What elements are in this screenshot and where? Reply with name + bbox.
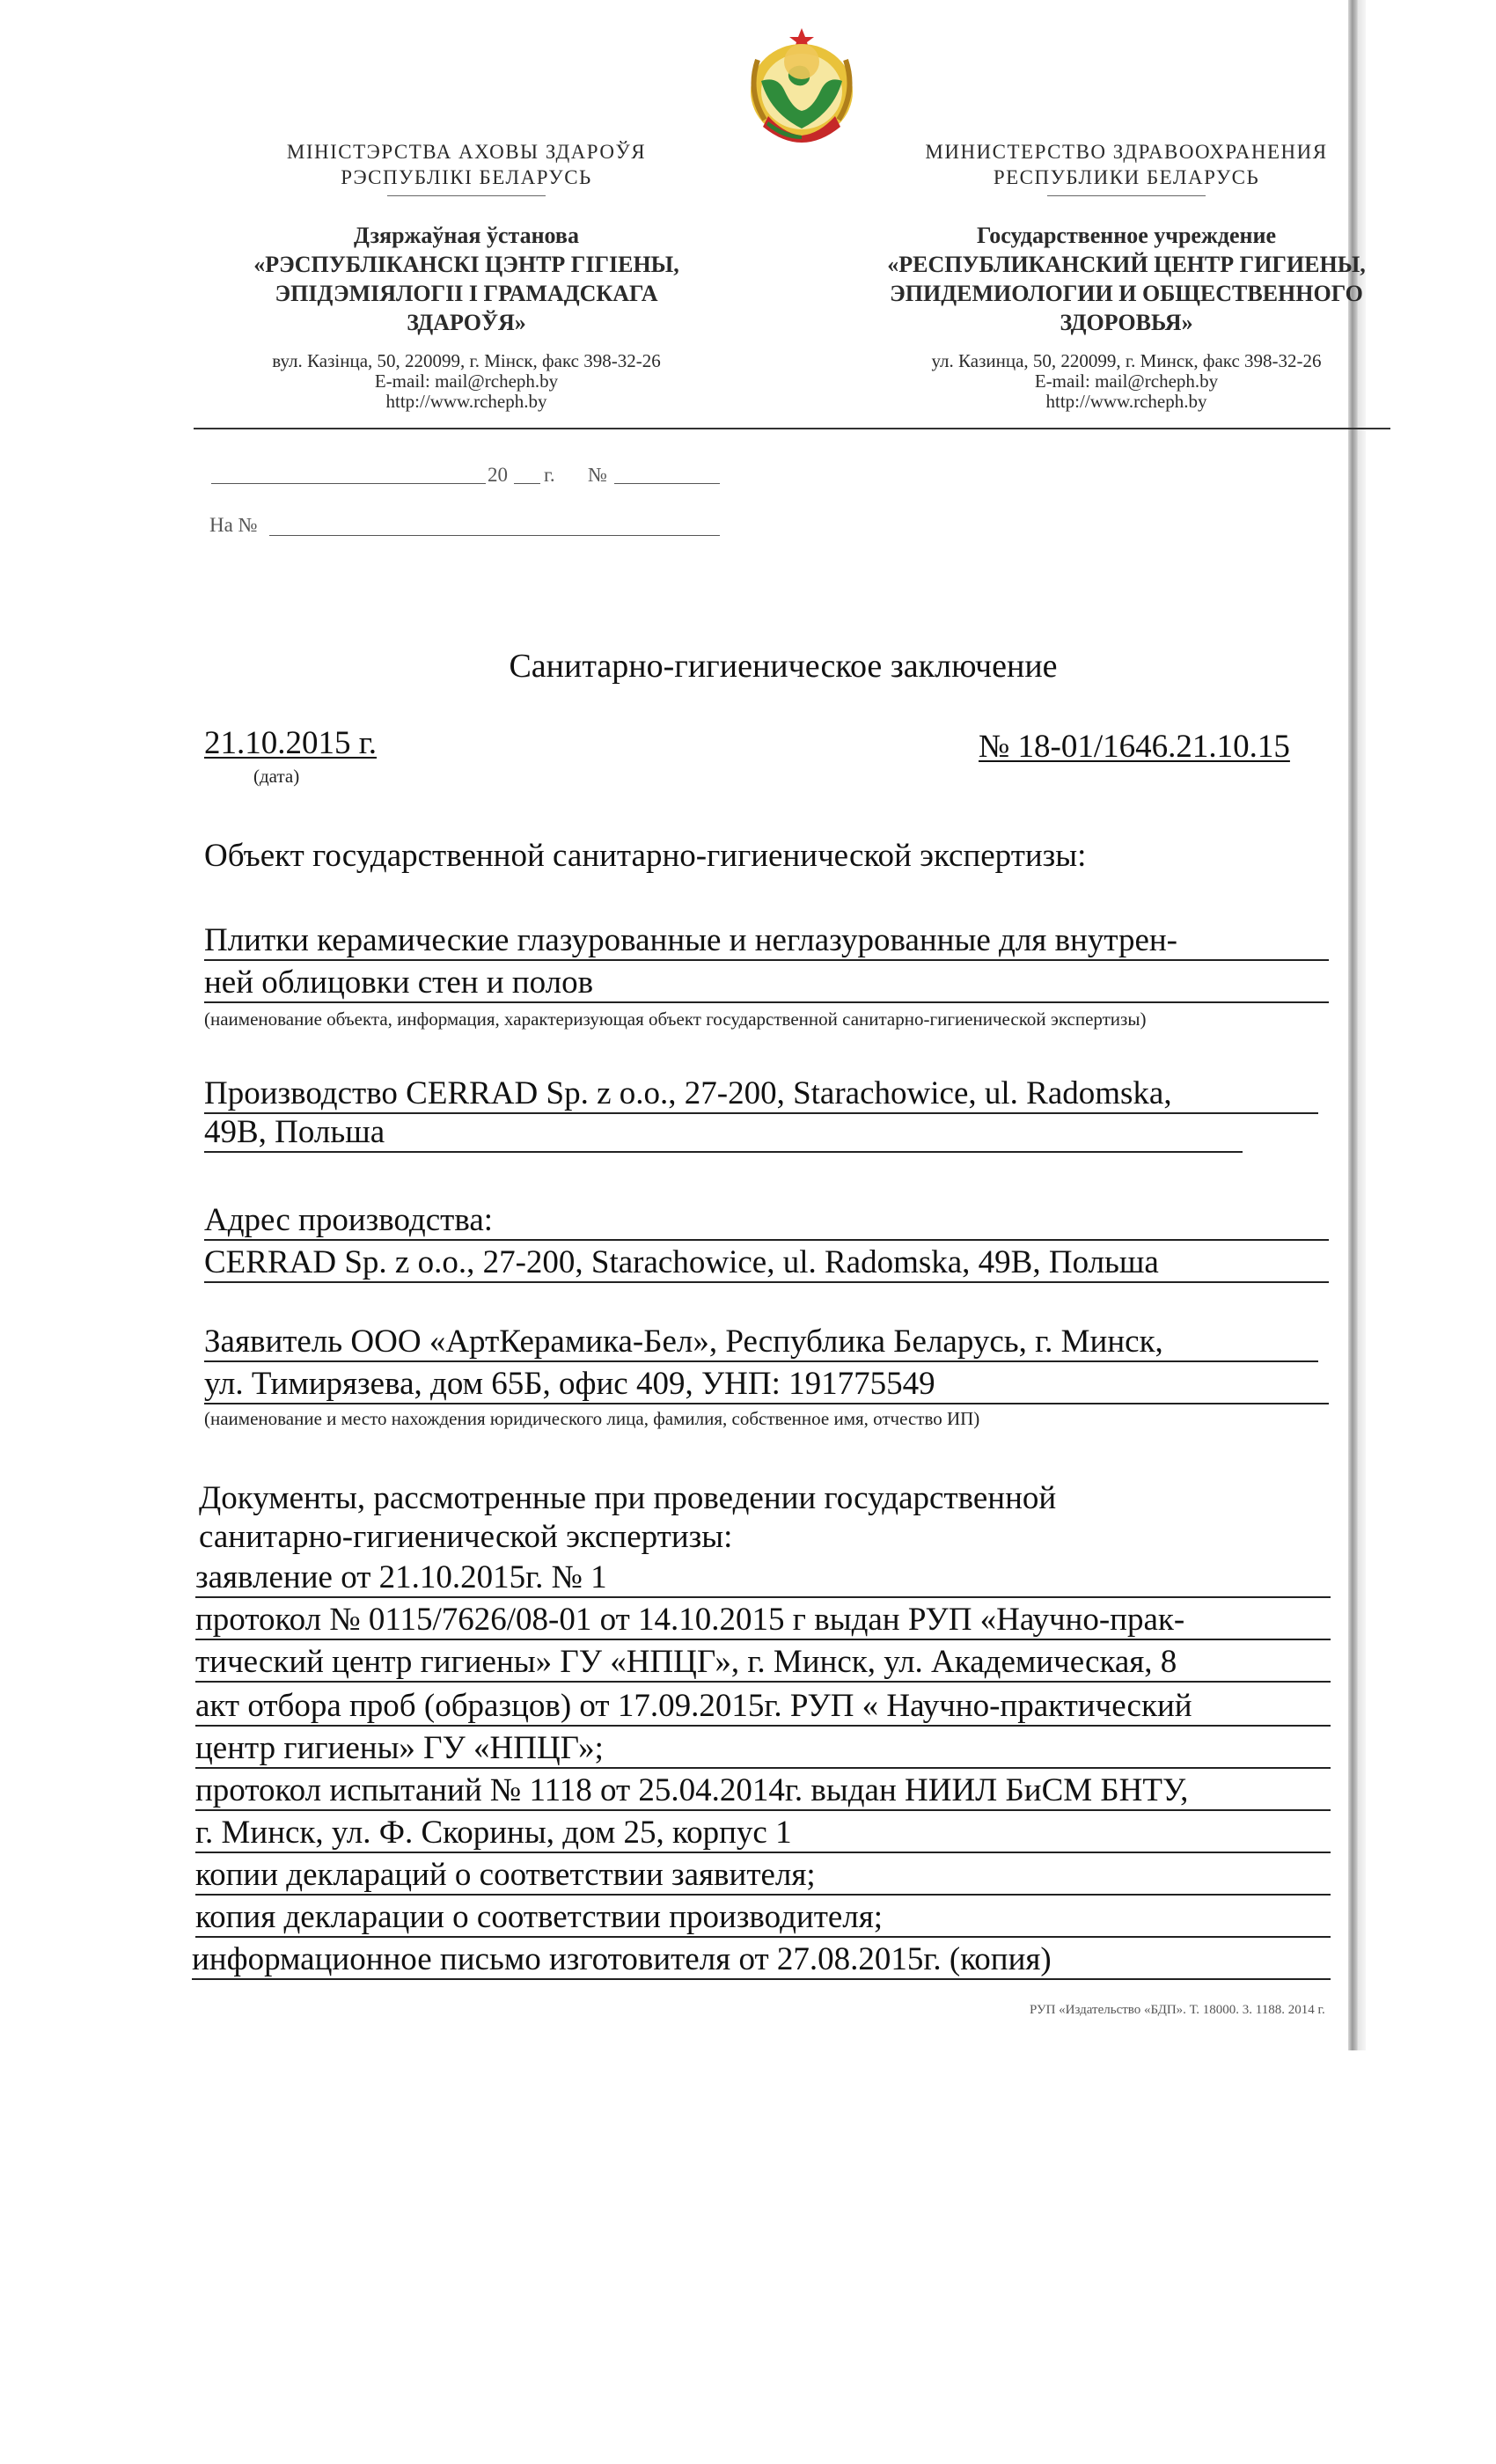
ministry-ru-line1: МИНИСТЕРСТВО ЗДРАВООХРАНЕНИЯ <box>925 141 1328 163</box>
production-address-label-rule <box>204 1239 1329 1241</box>
institution-name-ru-line3: ЗДОРОВЬЯ» <box>1060 310 1193 335</box>
production-address-rule <box>204 1281 1329 1283</box>
document-item-rule <box>195 1596 1331 1598</box>
document-item: копия декларации о соответствии производителя; <box>195 1899 884 1935</box>
header-right <box>880 139 1373 412</box>
header-left <box>238 139 695 412</box>
document-item-rule <box>195 1894 1331 1896</box>
number-blank-line <box>614 483 720 484</box>
document-item: копии деклараций о соответствии заявителя; <box>195 1857 816 1893</box>
conclusion-number: № 18-01/1646.21.10.15 <box>979 729 1290 765</box>
object-line1-rule <box>204 959 1329 961</box>
production-address: CERRAD Sp. z o.o., 27-200, Starachowice, ul. Radomska, 49B, Польша <box>204 1244 1159 1280</box>
applicant-caption: (наименование и место нахождения юридического лица, фамилия, собственное имя, отчество ИП) <box>204 1408 980 1429</box>
document-title: Санитарно-гигиеническое заключение <box>509 648 1058 685</box>
document-item-rule <box>195 1936 1331 1938</box>
ministry-by-line2: РЭСПУБЛІКІ БЕЛАРУСЬ <box>341 166 592 188</box>
document-item-rule <box>192 1978 1331 1980</box>
production-address-label: Адрес производства: <box>204 1202 494 1238</box>
year-prefix: 20 <box>488 464 508 486</box>
applicant-line1-rule <box>204 1360 1318 1362</box>
applicant-line2-rule <box>204 1403 1329 1404</box>
production-line1: Производство CERRAD Sp. z o.o., 27-200, Starachowice, ul. Radomska, <box>204 1075 1172 1111</box>
document-item: центр гигиены» ГУ «НПЦГ»; <box>195 1730 604 1766</box>
document-item-rule <box>195 1809 1331 1811</box>
year-suffix: г. <box>544 464 555 486</box>
document-item: заявление от 21.10.2015г. № 1 <box>195 1559 607 1595</box>
ministry-by-line1: МІНІСТЭРСТВА АХОВЫ ЗДАРОЎЯ <box>286 141 647 163</box>
year-blank-line <box>514 483 540 484</box>
header-rule <box>194 428 1390 429</box>
institution-type-by: Дзяржаўная ўстанова <box>354 223 579 248</box>
document-item-rule <box>195 1852 1331 1853</box>
institution-name-by-line1: «РЭСПУБЛІКАНСКІ ЦЭНТР ГІГІЕНЫ, <box>253 252 679 277</box>
conclusion-date: 21.10.2015 г. <box>204 725 378 761</box>
ministry-ru-line2: РЕСПУБЛИКИ БЕЛАРУСЬ <box>993 166 1260 188</box>
institution-name-ru-line1: «РЕСПУБЛИКАНСКИЙ ЦЕНТР ГИГИЕНЫ, <box>887 252 1366 277</box>
document-item: тический центр гигиены» ГУ «НПЦГ», г. Минск, ул. Академическая, 8 <box>195 1644 1177 1680</box>
applicant-line1: Заявитель ООО «АртКерамика-Бел», Республика Беларусь, г. Минск, <box>204 1324 1163 1360</box>
belarus-emblem-icon <box>742 25 862 144</box>
document-item-rule <box>195 1639 1331 1640</box>
documents-heading-line2: санитарно-гигиенической экспертизы: <box>199 1519 733 1555</box>
date-blank-line <box>211 483 486 484</box>
institution-name-by-line3: ЗДАРОЎЯ» <box>407 310 526 335</box>
object-line1: Плитки керамические глазурованные и неглазурованные для внутрен- <box>204 922 1178 958</box>
number-sign: № <box>588 464 607 486</box>
email-by: E-mail: mail@rcheph.by <box>374 370 559 392</box>
reply-to-blank-line <box>269 535 720 536</box>
document-item-rule <box>195 1767 1331 1769</box>
object-heading: Объект государственной санитарно-гигиенической экспертизы: <box>204 838 1087 874</box>
institution-name-by-line2: ЭПІДЭМІЯЛОГІІ І ГРАМАДСКАГА <box>275 281 658 306</box>
applicant-line2: ул. Тимирязева, дом 65Б, офис 409, УНП: 191775549 <box>204 1366 935 1402</box>
document-item: акт отбора проб (образцов) от 17.09.2015г. РУП « Научно-практический <box>195 1688 1192 1724</box>
documents-heading-line1: Документы, рассмотренные при проведении государственной <box>199 1480 1057 1516</box>
email-ru: E-mail: mail@rcheph.by <box>1034 370 1219 392</box>
object-caption: (наименование объекта, информация, характеризующая объект государственной санитарно-гигиенической экспертизы) <box>204 1008 1147 1030</box>
document-item: протокол № 0115/7626/08-01 от 14.10.2015 г выдан РУП «Научно-прак- <box>195 1602 1185 1638</box>
document-item: г. Минск, ул. Ф. Скорины, дом 25, корпус 1 <box>195 1815 792 1851</box>
address-by: вул. Казінца, 50, 220099, г. Мінск, факс 398-32-26 <box>272 350 661 371</box>
date-caption: (дата) <box>253 766 300 787</box>
institution-name-ru-line2: ЭПИДЕМИОЛОГИИ И ОБЩЕСТВЕННОГО <box>890 281 1363 306</box>
institution-type-ru: Государственное учреждение <box>976 223 1277 248</box>
object-line2: ней облицовки стен и полов <box>204 964 594 1001</box>
website-ru: http://www.rcheph.by <box>1045 391 1207 412</box>
document-item-rule <box>195 1725 1331 1727</box>
document-item-rule <box>195 1681 1331 1683</box>
website-by: http://www.rcheph.by <box>385 391 547 412</box>
document-item: информационное письмо изготовителя от 27.08.2015г. (копия) <box>192 1941 1052 1977</box>
publisher-footer: РУП «Издательство «БДП». Т. 18000. 3. 1188. 2014 г. <box>1030 2003 1325 2017</box>
production-line2: 49B, Польша <box>204 1114 385 1150</box>
object-line2-rule <box>204 1001 1329 1003</box>
production-line2-rule <box>204 1151 1243 1153</box>
document-item: протокол испытаний № 1118 от 25.04.2014г. выдан НИИЛ БиСМ БНТУ, <box>195 1772 1189 1808</box>
address-ru: ул. Казинца, 50, 220099, г. Минск, факс 398-32-26 <box>931 350 1322 371</box>
reply-to-label: На № <box>209 514 258 536</box>
